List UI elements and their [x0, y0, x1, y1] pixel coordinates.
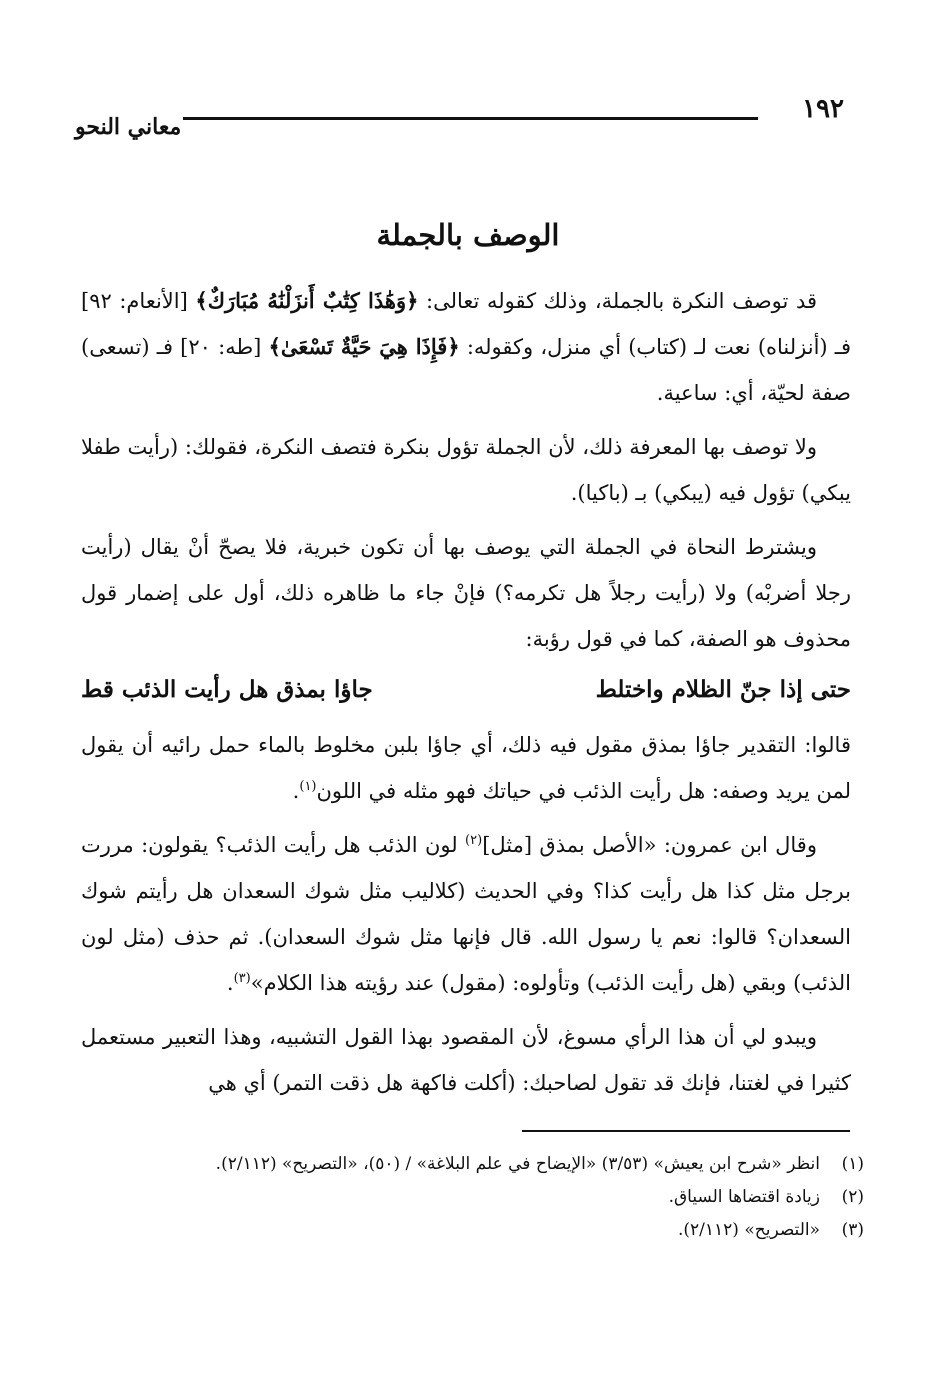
paragraph-1-mid: [الأنعام: ٩٢] فـ (أنزلناه) نعت لـ (كتاب) أي منزل، وكقوله:	[81, 289, 851, 359]
paragraph-1-lead: قد توصف النكرة بالجملة، وذلك كقوله تعالى:	[418, 289, 818, 313]
footnote-number: (١)	[841, 1154, 864, 1174]
footnote-number: (٢)	[841, 1187, 864, 1207]
paragraph-4-text: قالوا: التقدير جاؤا بمذق مقول فيه ذلك، أي جاؤا بلبن مخلوط بالماء حمل رائيه أن يقول لمن يريد وصفه: هل رأيت الذئب في حياتك فهو مثله في اللون	[81, 733, 851, 803]
paragraph-1	[81, 278, 851, 416]
quran-verse-2: ﴿فَإِذَا هِيَ حَيَّةٌ تَسْعَىٰ﴾	[268, 334, 460, 359]
footnote-text: انظر «شرح ابن يعيش» (٣/٥٣) «الإيضاح في علم البلاغة» / (٥٠)، «التصريح» (٢/١١٢).	[215, 1154, 820, 1174]
paragraph-2: ولا توصف بها المعرفة ذلك، لأن الجملة تؤول بنكرة فتصف النكرة، فقولك: (رأيت طفلا يبكي) تؤول فيه (يبكي) بـ (باكيا).	[81, 435, 851, 505]
footnote-ref-3[interactable]: (٣)	[233, 971, 251, 986]
paragraph-1-tail: [طه: ٢٠] فـ (تسعى) صفة لحيّة، أي: ساعية.	[81, 335, 851, 405]
section-title: الوصف بالجملة	[376, 218, 560, 252]
footnotes	[84, 1148, 864, 1247]
paragraph-6: ويبدو لي أن هذا الرأي مسوغ، لأن المقصود بهذا القول التشبيه، وهذا التعبير مستعمل كثيرا في لغتنا، فإنك قد تقول لصاحبك: (أكلت فاكهة هل ذقت التمر) أي هي	[81, 1025, 851, 1095]
paragraph-5-part-b: لون الذئب هل رأيت الذئب؟ يقولون: مررت برجل مثل كذا هل رأيت كذا؟ وفي الحديث (كلاليب مثل شوك السعدان هل رأيتم شوك السعدان؟ قالوا: نعم يا رسول الله. قال فإنها مثل شوك السعدان). ثم حذف (مثل لون الذئب) وبقي (هل رأيت الذئب) وتأولوه: (مقول) عند رؤيته هذا الكلام»	[81, 833, 851, 995]
first-hemistich: حتى إذا جنّ الظلام واختلط	[595, 676, 851, 703]
paragraph-4-end: .	[292, 779, 300, 803]
paragraph-5-end: .	[226, 971, 234, 995]
paragraph-4	[81, 722, 851, 814]
paragraph-5	[81, 822, 851, 1006]
footnote-1	[84, 1148, 864, 1181]
poetry-verse	[81, 670, 851, 710]
header-rule	[183, 117, 758, 120]
main-text	[81, 278, 851, 1114]
second-hemistich: جاؤا بمذق هل رأيت الذئب قط	[81, 676, 373, 703]
page-header	[75, 92, 850, 142]
page-number: ١٩٢	[802, 94, 844, 124]
footnote-text: «التصريح» (٢/١١٢).	[677, 1220, 820, 1240]
running-title: معاني النحو	[75, 114, 182, 140]
footnote-text: زيادة اقتضاها السياق.	[668, 1187, 820, 1207]
footnote-ref-1[interactable]: (١)	[299, 779, 317, 794]
footnote-number: (٣)	[841, 1220, 864, 1240]
footnote-rule	[522, 1130, 850, 1132]
footnote-ref-2[interactable]: (٢)	[465, 833, 483, 848]
footnote-2	[84, 1181, 864, 1214]
paragraph-3: ويشترط النحاة في الجملة التي يوصف بها أن تكون خبرية، فلا يصحّ أنْ يقال (رأيت رجلا أضربْه) ولا (رأيت رجلاً هل تكرمه؟) فإنْ جاء ما ظاهره ذلك، أول على إضمار قول محذوف هو الصفة، كما في قول رؤبة:	[81, 535, 851, 651]
paragraph-5-part-a: وقال ابن عمرون: «الأصل بمذق [مثل]	[482, 833, 817, 857]
footnote-3	[84, 1214, 864, 1247]
quran-verse-1: ﴿وَهَٰذَا كِتَٰبٌ أَنزَلْنَٰهُ مُبَارَكٌ﴾	[195, 288, 419, 313]
